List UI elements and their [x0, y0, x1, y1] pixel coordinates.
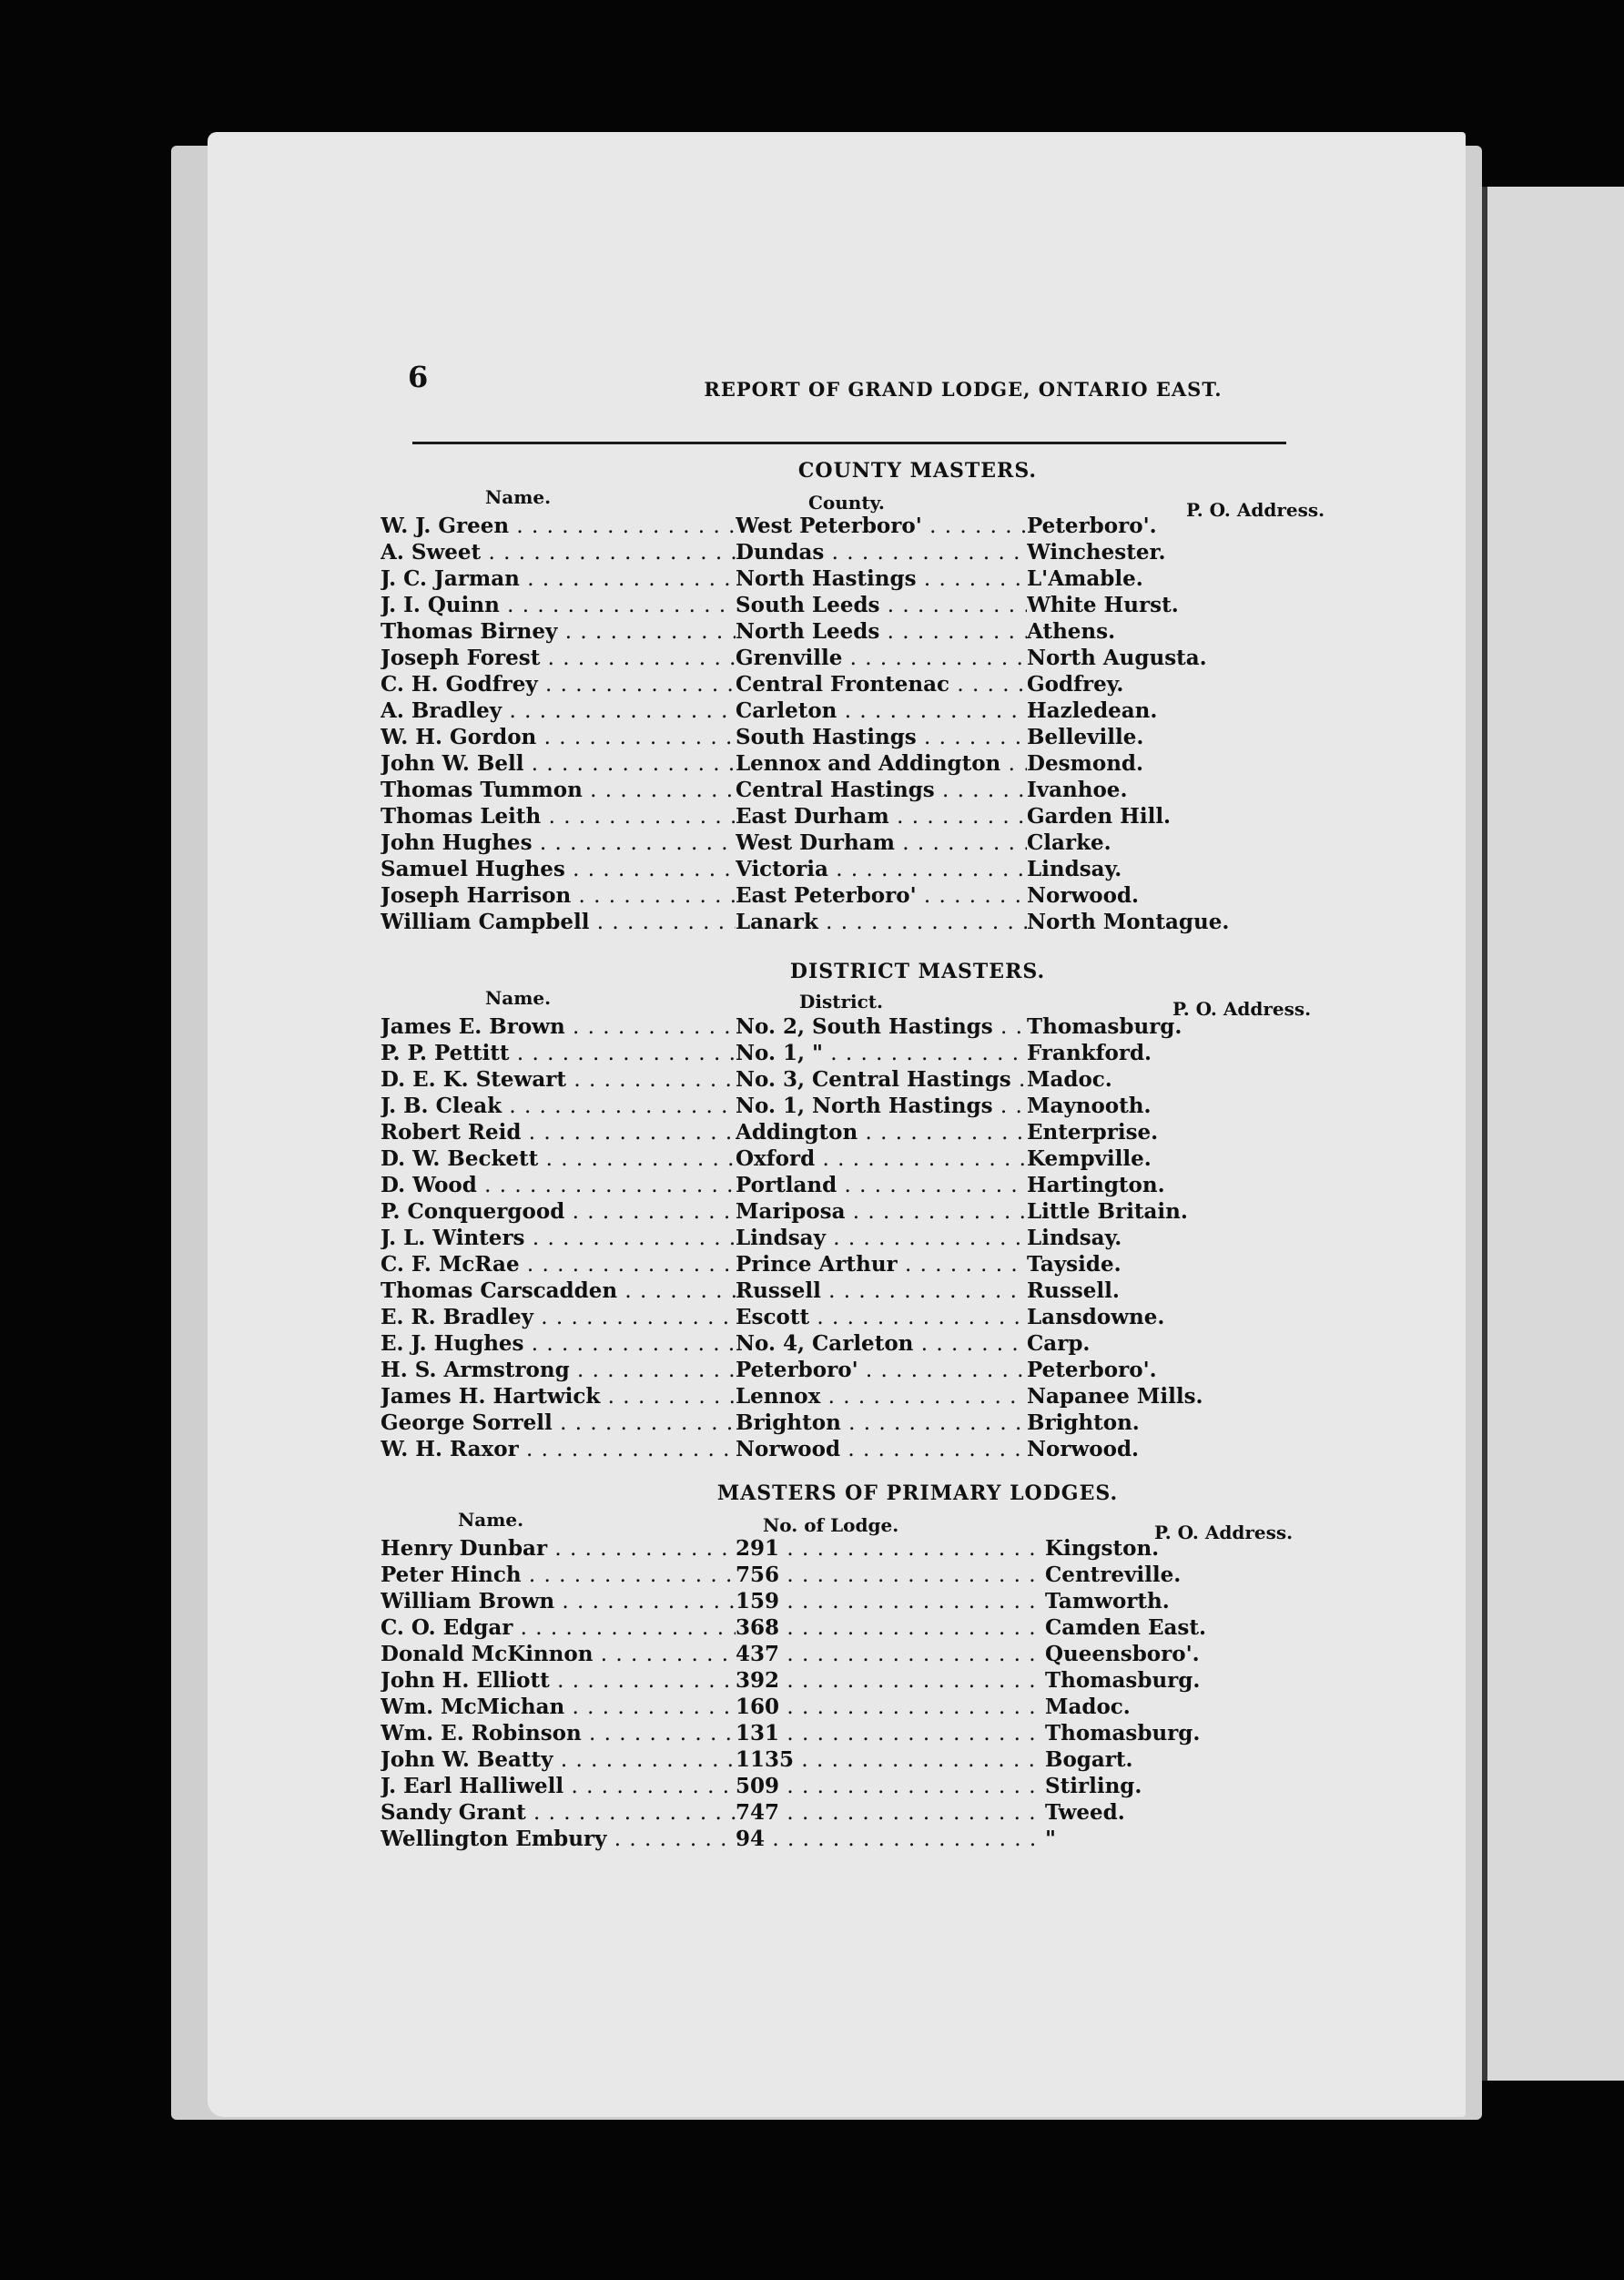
document-page: [208, 132, 1466, 2117]
cell-lodge: 291 . . .: [736, 1536, 1045, 1561]
cell-name: Peter Hinch . . .: [381, 1562, 736, 1587]
section-title: DISTRICT MASTERS.: [789, 960, 1046, 983]
cell-county: West Durham . . .: [736, 830, 1027, 855]
cell-name: William Brown . . .: [381, 1589, 736, 1613]
cell-name: Wm. E. Robinson . . .: [381, 1721, 736, 1746]
cell-address: Kingston.: [1045, 1536, 1160, 1561]
cell-name: John W. Beatty . . .: [381, 1747, 736, 1772]
cell-county: South Leeds . . .: [736, 593, 1027, 617]
cell-address: Russell.: [1027, 1278, 1120, 1303]
cell-lodge: 131 . . .: [736, 1721, 1045, 1746]
cell-address: Hartington.: [1027, 1173, 1165, 1197]
table-row: [381, 593, 1455, 619]
cell-lodge: 368 . . .: [736, 1615, 1045, 1640]
table-row: [381, 883, 1455, 910]
header-address: P. O. Address.: [1186, 499, 1325, 521]
table-row: [381, 1800, 1455, 1827]
table-row: [381, 1041, 1455, 1067]
cell-address: Madoc.: [1027, 1067, 1112, 1092]
cell-name: J. Earl Halliwell . . .: [381, 1774, 736, 1798]
cell-name: W. H. Gordon . . .: [381, 725, 736, 749]
cell-address: Stirling.: [1045, 1774, 1142, 1798]
cell-address: Brighton.: [1027, 1410, 1140, 1435]
cell-name: Thomas Carscadden . . .: [381, 1278, 736, 1303]
cell-address: North Augusta.: [1027, 646, 1207, 670]
cell-name: Thomas Birney . . .: [381, 619, 736, 644]
cell-district: No. 1, North Hastings . . .: [736, 1094, 1027, 1118]
table-row: [381, 540, 1455, 566]
cell-name: Wm. McMichan . . .: [381, 1695, 736, 1719]
cell-address: Lansdowne.: [1027, 1305, 1165, 1329]
adjacent-page: [1475, 187, 1624, 2081]
cell-district: Brighton . . .: [736, 1410, 1027, 1435]
table-row: [381, 1668, 1455, 1695]
header-district: District.: [799, 991, 883, 1013]
cell-name: D. E. K. Stewart . . .: [381, 1067, 736, 1092]
cell-address: Enterprise.: [1027, 1120, 1159, 1145]
table-row: [381, 1695, 1455, 1721]
cell-district: No. 3, Central Hastings . . .: [736, 1067, 1027, 1092]
header-rule: [412, 442, 1286, 444]
cell-name: C. F. McRae . . .: [381, 1252, 736, 1277]
cell-address: Little Britain.: [1027, 1199, 1188, 1224]
cell-county: Victoria . . .: [736, 857, 1027, 881]
cell-county: North Leeds . . .: [736, 619, 1027, 644]
cell-address: Kempville.: [1027, 1146, 1152, 1171]
cell-address: Lindsay.: [1027, 1226, 1122, 1250]
cell-lodge: 392 . . .: [736, 1668, 1045, 1693]
cell-lodge: 1135 . . .: [736, 1747, 1045, 1772]
table-row: [381, 566, 1455, 593]
header-name: Name.: [485, 486, 552, 508]
cell-name: Sandy Grant . . .: [381, 1800, 736, 1825]
cell-county: East Peterboro' . . .: [736, 883, 1027, 908]
section-title: COUNTY MASTERS.: [797, 459, 1038, 483]
table-row: [381, 1146, 1455, 1173]
cell-name: W. H. Raxor . . .: [381, 1437, 736, 1461]
cell-lodge: 94 . . .: [736, 1827, 1045, 1851]
cell-lodge: 160 . . .: [736, 1695, 1045, 1719]
table-row: [381, 1384, 1455, 1410]
table-row: [381, 1747, 1455, 1774]
cell-lodge: 509 . . .: [736, 1774, 1045, 1798]
cell-name: John Hughes . . .: [381, 830, 736, 855]
cell-address: Godfrey.: [1027, 672, 1124, 697]
cell-name: P. P. Pettitt . . .: [381, 1041, 736, 1065]
cell-county: Lanark . . .: [736, 910, 1027, 934]
cell-name: J. B. Cleak . . .: [381, 1094, 736, 1118]
cell-address: Thomasburg.: [1027, 1014, 1182, 1039]
cell-address: Thomasburg.: [1045, 1668, 1201, 1693]
cell-name: D. Wood . . .: [381, 1173, 736, 1197]
table-row: [381, 1173, 1455, 1199]
cell-address: Desmond.: [1027, 751, 1144, 776]
column-headers: [381, 987, 1455, 1020]
table-row: [381, 778, 1455, 804]
cell-county: East Durham . . .: [736, 804, 1027, 829]
table-row: [381, 1536, 1455, 1562]
cell-district: No. 2, South Hastings . . .: [736, 1014, 1027, 1039]
table-row: [381, 1827, 1455, 1853]
section-title: MASTERS OF PRIMARY LODGES.: [716, 1481, 1119, 1505]
table-row: [381, 698, 1455, 725]
cell-name: George Sorrell . . .: [381, 1410, 736, 1435]
cell-county: Lennox and Addington . . .: [736, 751, 1027, 776]
table-row: [381, 1199, 1455, 1226]
cell-county: Grenville . . .: [736, 646, 1027, 670]
running-head: REPORT OF GRAND LODGE, ONTARIO EAST.: [704, 378, 1223, 401]
table-row: [381, 830, 1455, 857]
header-address: P. O. Address.: [1172, 998, 1312, 1020]
table-row: [381, 1067, 1455, 1094]
cell-name: A. Sweet . . .: [381, 540, 736, 565]
cell-address: Bogart.: [1045, 1747, 1133, 1772]
cell-address: Tamworth.: [1045, 1589, 1170, 1613]
table-row: [381, 725, 1455, 751]
cell-name: E. R. Bradley . . .: [381, 1305, 736, 1329]
table-row: [381, 804, 1455, 830]
table-row: [381, 672, 1455, 698]
cell-name: E. J. Hughes . . .: [381, 1331, 736, 1356]
cell-county: Central Frontenac . . .: [736, 672, 1027, 697]
cell-address: Clarke.: [1027, 830, 1111, 855]
cell-county: North Hastings . . .: [736, 566, 1027, 591]
cell-district: No. 4, Carleton . . .: [736, 1331, 1027, 1356]
cell-district: Portland . . .: [736, 1173, 1027, 1197]
header-name: Name.: [485, 987, 552, 1009]
primary-lodges-list: [381, 1536, 1455, 1853]
table-row: [381, 1252, 1455, 1278]
table-row: [381, 1358, 1455, 1384]
cell-county: Carleton . . .: [736, 698, 1027, 723]
cell-district: Mariposa . . .: [736, 1199, 1027, 1224]
cell-name: W. J. Green . . .: [381, 514, 736, 538]
cell-address: Garden Hill.: [1027, 804, 1172, 829]
cell-name: John W. Bell . . .: [381, 751, 736, 776]
cell-district: Norwood . . .: [736, 1437, 1027, 1461]
cell-address: White Hurst.: [1027, 593, 1179, 617]
cell-address: North Montague.: [1027, 910, 1230, 934]
table-row: [381, 1642, 1455, 1668]
county-masters-list: [381, 514, 1455, 936]
cell-address: Napanee Mills.: [1027, 1384, 1203, 1409]
cell-name: J. C. Jarman . . .: [381, 566, 736, 591]
cell-address: Centreville.: [1045, 1562, 1182, 1587]
cell-district: Addington . . .: [736, 1120, 1027, 1145]
table-row: [381, 1410, 1455, 1437]
cell-name: J. I. Quinn . . .: [381, 593, 736, 617]
cell-address: Peterboro'.: [1027, 1358, 1157, 1382]
cell-address: Queensboro'.: [1045, 1642, 1200, 1666]
cell-address: Belleville.: [1027, 725, 1144, 749]
cell-lodge: 747 . . .: [736, 1800, 1045, 1825]
table-row: [381, 619, 1455, 646]
cell-lodge: 437 . . .: [736, 1642, 1045, 1666]
cell-address: Winchester.: [1027, 540, 1166, 565]
header-address: P. O. Address.: [1154, 1522, 1294, 1543]
cell-district: Peterboro' . . .: [736, 1358, 1027, 1382]
cell-address: Norwood.: [1027, 883, 1140, 908]
table-row: [381, 1305, 1455, 1331]
cell-name: Joseph Harrison . . .: [381, 883, 736, 908]
cell-address: Norwood.: [1027, 1437, 1140, 1461]
cell-address: Hazledean.: [1027, 698, 1158, 723]
header-name: Name.: [458, 1509, 524, 1531]
cell-district: Lindsay . . .: [736, 1226, 1027, 1250]
cell-county: Dundas . . .: [736, 540, 1027, 565]
cell-county: South Hastings . . .: [736, 725, 1027, 749]
table-row: [381, 910, 1455, 936]
table-row: [381, 646, 1455, 672]
table-row: [381, 1278, 1455, 1305]
cell-district: Lennox . . .: [736, 1384, 1027, 1409]
cell-name: Joseph Forest . . .: [381, 646, 736, 670]
table-row: [381, 1774, 1455, 1800]
cell-county: West Peterboro' . . .: [736, 514, 1027, 538]
table-row: [381, 1226, 1455, 1252]
column-headers: [381, 486, 1455, 521]
cell-address: Tayside.: [1027, 1252, 1122, 1277]
cell-name: Thomas Leith . . .: [381, 804, 736, 829]
table-row: [381, 1331, 1455, 1358]
table-row: [381, 1094, 1455, 1120]
cell-address: ": [1045, 1827, 1056, 1851]
column-headers: [381, 1509, 1455, 1543]
table-row: [381, 1120, 1455, 1146]
cell-address: Frankford.: [1027, 1041, 1152, 1065]
cell-lodge: 756 . . .: [736, 1562, 1045, 1587]
table-row: [381, 857, 1455, 883]
district-masters-list: [381, 1014, 1455, 1463]
county-masters-section: [381, 455, 1455, 936]
cell-name: Thomas Tummon . . .: [381, 778, 736, 802]
cell-address: Peterboro'.: [1027, 514, 1157, 538]
cell-address: Tweed.: [1045, 1800, 1125, 1825]
cell-name: J. L. Winters . . .: [381, 1226, 736, 1250]
cell-name: Wellington Embury . . .: [381, 1827, 736, 1851]
cell-name: Donald McKinnon . . .: [381, 1642, 736, 1666]
cell-district: Russell . . .: [736, 1278, 1027, 1303]
cell-address: Thomasburg.: [1045, 1721, 1201, 1746]
cell-address: Lindsay.: [1027, 857, 1122, 881]
cell-name: C. O. Edgar . . .: [381, 1615, 736, 1640]
primary-lodges-section: [381, 1478, 1455, 1853]
cell-district: Escott . . .: [736, 1305, 1027, 1329]
cell-name: H. S. Armstrong . . .: [381, 1358, 736, 1382]
cell-name: P. Conquergood . . .: [381, 1199, 736, 1224]
cell-name: Samuel Hughes . . .: [381, 857, 736, 881]
cell-name: C. H. Godfrey . . .: [381, 672, 736, 697]
cell-name: John H. Elliott . . .: [381, 1668, 736, 1693]
page-number: 6: [408, 360, 429, 394]
table-row: [381, 1562, 1455, 1589]
cell-name: Henry Dunbar . . .: [381, 1536, 736, 1561]
cell-name: William Campbell . . .: [381, 910, 736, 934]
cell-name: Robert Reid . . .: [381, 1120, 736, 1145]
cell-address: Maynooth.: [1027, 1094, 1152, 1118]
header-county: County.: [808, 492, 885, 514]
cell-name: James E. Brown . . .: [381, 1014, 736, 1039]
table-row: [381, 1615, 1455, 1642]
table-row: [381, 751, 1455, 778]
table-row: [381, 1721, 1455, 1747]
district-masters-section: [381, 956, 1455, 1463]
cell-address: Carp.: [1027, 1331, 1091, 1356]
header-lodge: No. of Lodge.: [763, 1514, 899, 1536]
cell-district: No. 1, " . . .: [736, 1041, 1027, 1065]
cell-lodge: 159 . . .: [736, 1589, 1045, 1613]
table-row: [381, 1437, 1455, 1463]
cell-name: D. W. Beckett . . .: [381, 1146, 736, 1171]
cell-address: Camden East.: [1045, 1615, 1207, 1640]
cell-address: Madoc.: [1045, 1695, 1131, 1719]
cell-name: James H. Hartwick . . .: [381, 1384, 736, 1409]
cell-name: A. Bradley . . .: [381, 698, 736, 723]
cell-address: Ivanhoe.: [1027, 778, 1128, 802]
cell-address: L'Amable.: [1027, 566, 1143, 591]
cell-district: Oxford . . .: [736, 1146, 1027, 1171]
cell-address: Athens.: [1027, 619, 1116, 644]
cell-county: Central Hastings . . .: [736, 778, 1027, 802]
cell-district: Prince Arthur . . .: [736, 1252, 1027, 1277]
table-row: [381, 1589, 1455, 1615]
